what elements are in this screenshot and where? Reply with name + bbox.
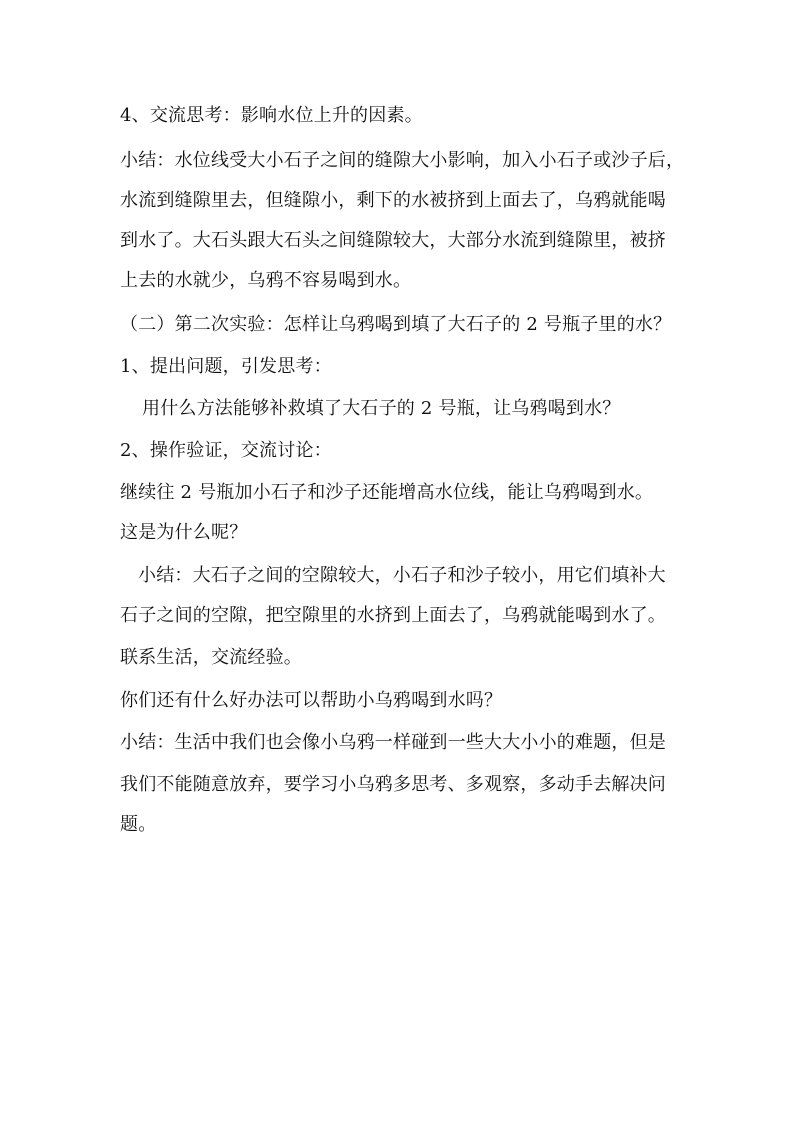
summary3-line-1: 小结：生活中我们也会像小乌鸦一样碰到一些大大小小的难题，但是 [120,732,666,753]
summary-line-2: 水流到缝隙里去，但缝隙小，剩下的水被挤到上面去了，乌鸦就能喝 [120,190,666,211]
summary-line-3: 到水了。大石头跟大石头之间缝隙较大，大部分水流到缝隙里，被挤 [120,230,666,251]
connect-life-text: 联系生活，交流经验。 [120,647,302,668]
summary3-line-2: 我们不能随意放弃，要学习小乌鸦多思考、多观察，多动手去解决问 [120,774,666,795]
question-text: 用什么方法能够补救填了大石子的 2 号瓶，让乌鸦喝到水？ [142,398,621,419]
summary-line-1: 小结：水位线受大小石子之间的缝隙大小影响，加入小石子或沙子后， [120,150,685,171]
summary3-line-3: 题。 [120,814,157,835]
verify-text: 继续往 2 号瓶加小石子和沙子还能增高水位线，能让乌鸦喝到水。 [120,482,654,503]
heading-exchange-thinking: 4、交流思考：影响水位上升的因素。 [120,105,423,126]
summary2-line-1: 小结：大石子之间的空隙较大，小石子和沙子较小，用它们填补大 [138,565,666,586]
heading-second-experiment: （二）第二次实验：怎样让乌鸦喝到填了大石子的 2 号瓶子里的水？ [120,314,672,335]
other-methods-question: 你们还有什么好办法可以帮助小乌鸦喝到水吗？ [120,690,503,711]
why-question: 这是为什么呢？ [120,522,248,543]
heading-verify-discuss: 2、操作验证，交流讨论： [120,440,332,461]
summary2-line-2: 石子之间的空隙，把空隙里的水挤到上面去了，乌鸦就能喝到水了。 [120,605,666,626]
heading-raise-question: 1、提出问题，引发思考： [120,356,332,377]
summary-line-4: 上去的水就少，乌鸦不容易喝到水。 [120,270,412,291]
